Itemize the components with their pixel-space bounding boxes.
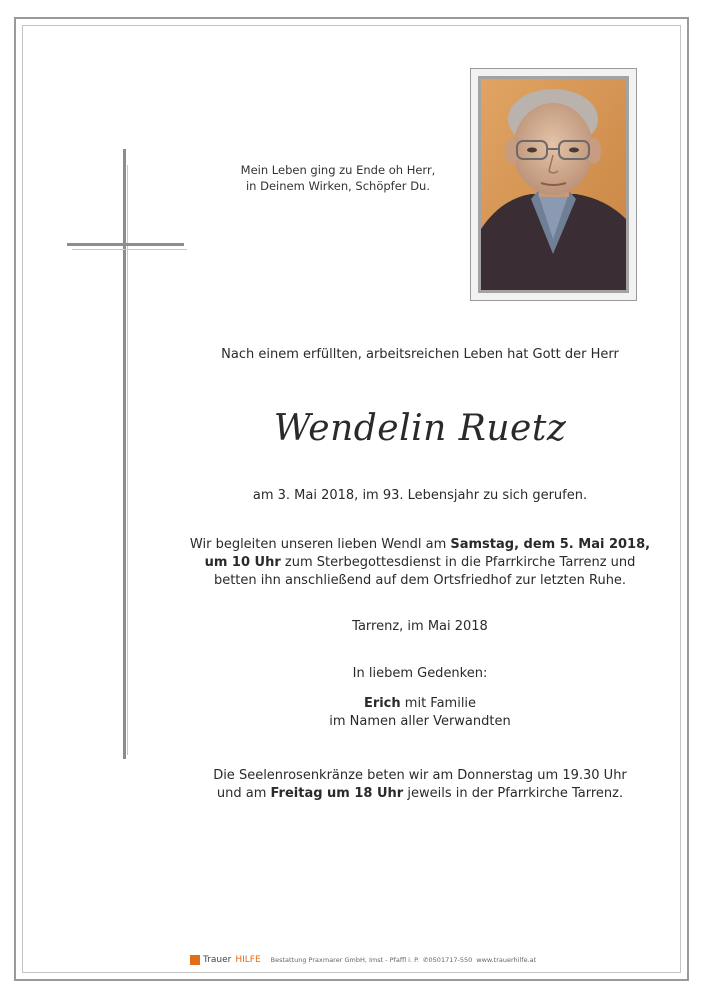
funeral-line-2 bbox=[150, 554, 690, 572]
rosary-line-2-post: jeweils in der Pfarrkirche Tarrenz. bbox=[403, 786, 624, 801]
mourners bbox=[150, 695, 690, 731]
verse bbox=[208, 162, 468, 194]
mourners-line-2: im Namen aller Verwandten bbox=[329, 714, 511, 729]
mourner-name: Erich bbox=[363, 696, 401, 711]
portrait-image bbox=[481, 79, 626, 290]
funeral-line-1-text: Wir begleiten unseren lieben Wendl am bbox=[189, 537, 451, 552]
logo-text-a: Trauer bbox=[203, 955, 232, 965]
mourners-line-1 bbox=[150, 695, 690, 713]
remembrance-heading: In liebem Gedenken: bbox=[352, 666, 488, 681]
footer-company: Bestattung Praxmarer GmbH, Imst - Pfaffl i. P. bbox=[270, 956, 420, 964]
place-date: Tarrenz, im Mai 2018 bbox=[352, 619, 488, 634]
rosary-line-2 bbox=[150, 785, 690, 803]
logo-text-b: HILFE bbox=[235, 955, 261, 965]
portrait-photo bbox=[478, 76, 629, 293]
cross-vertical-bar bbox=[123, 149, 126, 759]
verse-line-1: Mein Leben ging zu Ende oh Herr, bbox=[240, 163, 436, 177]
footer bbox=[190, 953, 540, 967]
rosary-text bbox=[150, 767, 690, 803]
footer-phone: ✆0501717-550 bbox=[423, 956, 473, 964]
trauerhilfe-logo[interactable] bbox=[203, 955, 265, 965]
cross-horizontal-bar bbox=[67, 243, 184, 246]
funeral-line-2-text: zum Sterbegottesdienst in die Pfarrkirche Tarrenz und bbox=[280, 555, 636, 570]
rosary-line-2-pre: und am bbox=[216, 786, 271, 801]
mourners-line-1-text: mit Familie bbox=[400, 696, 477, 711]
death-date-text: am 3. Mai 2018, im 93. Lebensjahr zu sich gerufen. bbox=[252, 488, 588, 503]
funeral-line-1 bbox=[150, 536, 690, 554]
trauerhilfe-logo-icon bbox=[190, 955, 200, 965]
rosary-friday-time: Freitag um 18 Uhr bbox=[270, 786, 404, 801]
deceased-name: Wendelin Ruetz bbox=[273, 408, 567, 449]
footer-website-link[interactable]: www.trauerhilfe.at bbox=[476, 956, 537, 964]
funeral-line-3: betten ihn anschließend auf dem Ortsfriedhof zur letzten Ruhe. bbox=[213, 573, 627, 588]
funeral-date: Samstag, dem 5. Mai 2018, bbox=[450, 537, 651, 552]
cross-vertical-shadow bbox=[127, 165, 128, 755]
intro-text: Nach einem erfüllten, arbeitsreichen Leben hat Gott der Herr bbox=[221, 347, 619, 362]
cross-horizontal-shadow bbox=[72, 249, 187, 250]
verse-line-2: in Deinem Wirken, Schöpfer Du. bbox=[245, 179, 430, 193]
rosary-line-1: Die Seelenrosenkränze beten wir am Donnerstag um 19.30 Uhr bbox=[213, 768, 627, 783]
funeral-time: um 10 Uhr bbox=[204, 555, 281, 570]
funeral-text bbox=[150, 536, 690, 590]
